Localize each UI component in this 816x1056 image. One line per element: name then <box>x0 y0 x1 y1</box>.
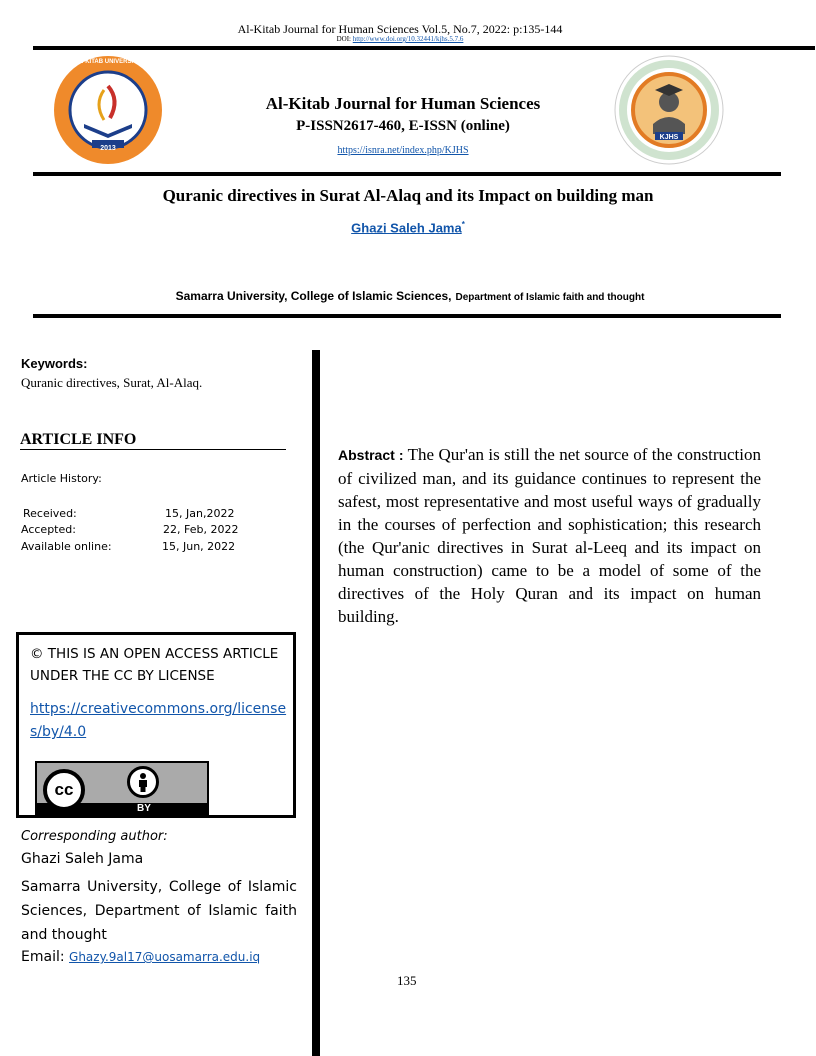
accepted-value: 22, Feb, 2022 <box>163 523 239 536</box>
affiliation-dept: Department of Islamic faith and thought <box>455 292 645 303</box>
header-rule-top <box>33 46 815 50</box>
journal-name: Al-Kitab Journal for Human Sciences <box>265 94 541 113</box>
author-mark: * <box>461 220 465 229</box>
abstract-label: Abstract : <box>338 447 404 463</box>
corresponding-email <box>21 949 260 965</box>
license-box <box>16 632 296 818</box>
left-logo-text: AL-KITAB UNIVERSITY <box>75 59 141 65</box>
received-label: Received: <box>23 507 77 520</box>
column-divider <box>312 350 320 1056</box>
journal-issn: P-ISSN2617-460, E-ISSN (online) <box>296 118 510 134</box>
license-notice: © THIS IS AN OPEN ACCESS ARTICLE UNDER THE CC BY LICENSE <box>30 646 279 684</box>
article-history-label: Article History: <box>21 472 102 485</box>
page-number: 135 <box>397 973 417 988</box>
keywords-text: Quranic directives, Surat, Al-Alaq. <box>21 375 203 390</box>
affiliation-rule <box>33 314 781 318</box>
journal-logo <box>613 54 725 166</box>
cc-icon: cc <box>43 769 85 811</box>
author-name[interactable]: Ghazi Saleh Jama <box>351 220 462 236</box>
affiliation-main: Samarra University, College of Islamic Sciences, <box>175 289 452 303</box>
cc-by-badge[interactable] <box>35 761 209 817</box>
abstract <box>338 443 761 628</box>
journal-url[interactable]: https://isnra.net/index.php/KJHS <box>337 145 469 156</box>
by-label: BY <box>137 803 151 814</box>
keywords-label: Keywords: <box>21 356 88 371</box>
corresponding-label: Corresponding author: <box>21 829 168 844</box>
received-value: 15, Jan,2022 <box>165 507 235 520</box>
attribution-icon <box>127 766 159 798</box>
header-rule-bottom <box>33 172 781 176</box>
right-logo-text: KJHS <box>659 134 679 141</box>
accepted-label: Accepted: <box>21 523 76 536</box>
running-header-doi <box>0 35 800 43</box>
email-link[interactable]: Ghazy.9al17@uosamarra.edu.iq <box>69 950 261 964</box>
running-header-citation: Al-Kitab Journal for Human Sciences Vol.5, No.7, 2022: p:135-144 <box>237 22 563 36</box>
article-title: Quranic directives in Surat Al-Alaq and its Impact on building man <box>162 186 654 205</box>
abstract-text: The Qur'an is still the net source of the construction of civilized man, and its guidance continues to represent the safest, most representative and most useful ways of gradually in the courses of perfection and sophistication; this research (the Qur'anic directives in Surat al-Leeq and its impact on human construction) came to be a model of some of the directives of the Holy Quran and its impact on human building. <box>338 445 761 626</box>
left-logo-year: 2013 <box>100 145 116 152</box>
license-link[interactable]: https://creativecommons.org/licenses/by/4.0 <box>30 701 287 740</box>
email-label: Email: <box>21 949 65 965</box>
doi-label: DOI: <box>336 35 351 43</box>
journal-logo-icon <box>613 54 725 166</box>
available-value: 15, Jun, 2022 <box>162 540 236 553</box>
corresponding-affiliation: Samarra University, College of Islamic Sciences, Department of Islamic faith and thought <box>21 879 297 943</box>
affiliation <box>0 287 816 305</box>
article-info-rule <box>20 449 286 450</box>
corresponding-name: Ghazi Saleh Jama <box>21 851 144 867</box>
article-info-heading: ARTICLE INFO <box>20 431 137 448</box>
available-label: Available online: <box>21 540 112 553</box>
doi-link[interactable]: http://www.doi.org/10.32441/kjhs.5.7.6 <box>352 35 464 43</box>
